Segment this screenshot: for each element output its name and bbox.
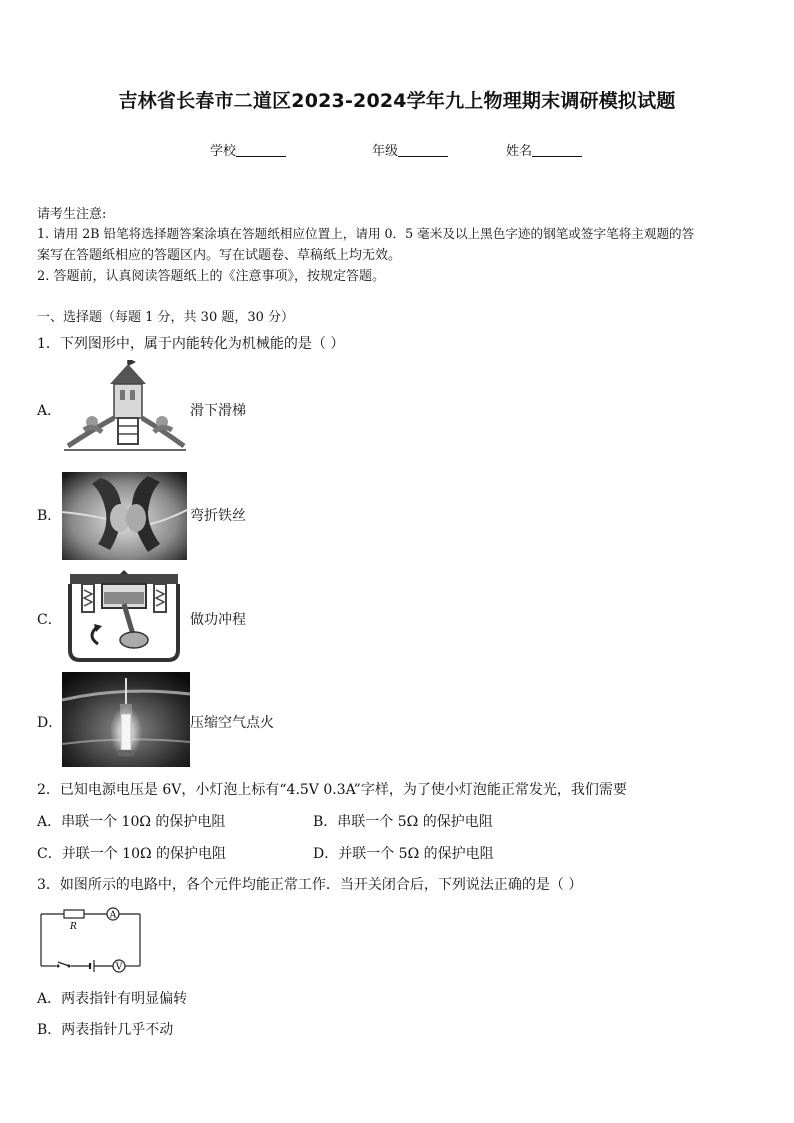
q1-option-d-letter: D．: [37, 715, 63, 731]
page-title: 吉林省长春市二道区2023-2024学年九上物理期末调研模拟试题: [118, 90, 676, 112]
q1-option-a-letter: A．: [37, 403, 62, 419]
engine-stroke-diagram: [62, 570, 187, 662]
question-2-stem: 2．已知电源电压是 6V，小灯泡上标有“4.5V 0.3A”字样，为了使小灯泡能正常发光，我们需要: [37, 782, 627, 798]
name-blank[interactable]: [532, 143, 582, 157]
resistor-symbol: [64, 910, 84, 918]
question-1-stem: 1．下列图形中，属于内能转化为机械能的是（ ）: [37, 336, 345, 352]
bending-wire-photo: [62, 472, 187, 560]
notice-line-1b: 案写在答题纸相应的答题区内。写在试题卷、草稿纸上均无效。: [37, 248, 402, 263]
grade-blank[interactable]: [398, 143, 448, 157]
grade-label: 年级: [372, 144, 399, 159]
school-blank[interactable]: [236, 143, 286, 157]
name-label: 姓名: [506, 144, 533, 159]
notice-heading: 请考生注意:: [37, 207, 107, 222]
q1-option-d-text: 压缩空气点火: [190, 715, 274, 731]
notice-line-2: 2. 答题前，认真阅读答题纸上的《注意事项》，按规定答题。: [37, 269, 386, 284]
grade-field: [372, 140, 448, 159]
q3-option-b: B．两表指针几乎不动: [37, 1022, 174, 1038]
q2-option-d: D．并联一个 5Ω 的保护电阻: [313, 846, 494, 862]
school-field: [210, 140, 286, 159]
compress-air-photo: [62, 672, 190, 767]
school-label: 学校: [210, 144, 237, 159]
q2-option-b: B．串联一个 5Ω 的保护电阻: [313, 814, 493, 830]
name-field: [506, 140, 582, 159]
switch-symbol: [58, 962, 69, 966]
q1-option-b-letter: B．: [37, 508, 62, 524]
slide-icon: [62, 360, 187, 452]
question-3-stem: 3．如图所示的电路中，各个元件均能正常工作．当开关闭合后，下列说法正确的是（ ）: [37, 877, 583, 893]
q2-option-a: A．串联一个 10Ω 的保护电阻: [37, 814, 226, 830]
circuit-diagram: [36, 902, 146, 974]
q1-option-c-letter: C．: [37, 612, 62, 628]
q1-option-c-text: 做功冲程: [190, 612, 246, 628]
voltmeter-label: V: [115, 962, 123, 973]
q2-option-c: C．并联一个 10Ω 的保护电阻: [37, 846, 227, 862]
q1-option-a-text: 滑下滑梯: [190, 403, 246, 419]
q1-option-b-text: 弯折铁丝: [190, 508, 246, 524]
section-heading: 一、选择题（每题 1 分，共 30 题，30 分）: [37, 310, 295, 325]
notice-line-1a: 1. 请用 2B 铅笔将选择题答案涂填在答题纸相应位置上，请用 0．5 毫米及以上黑色字迹的钢笔或签字笔将主观题的答: [37, 226, 695, 241]
q3-option-a: A．两表指针有明显偏转: [37, 991, 188, 1007]
ammeter-label: A: [109, 910, 117, 921]
resistor-label: R: [70, 922, 77, 932]
